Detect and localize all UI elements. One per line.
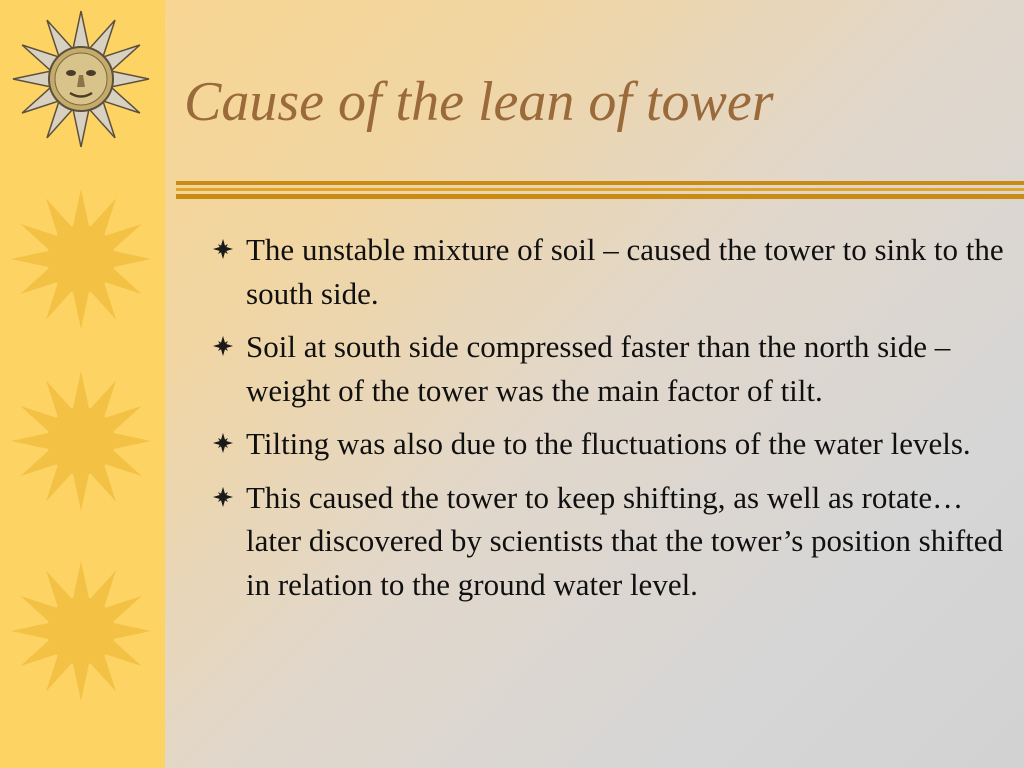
sun-icon xyxy=(6,366,156,516)
bullet-text: Tilting was also due to the fluctuations of the water levels. xyxy=(246,426,971,461)
list-item xyxy=(212,422,1012,466)
star-bullet-icon xyxy=(212,432,234,454)
star-bullet-icon xyxy=(212,238,234,260)
bullet-text: This caused the tower to keep shifting, as well as rotate…later discovered by scientists that the tower’s position shifted in relation to the ground water level. xyxy=(246,479,1004,602)
star-bullet-icon xyxy=(212,486,234,508)
bullet-text: Soil at south side compressed faster than the north side – weight of the tower was the main factor of tilt. xyxy=(246,329,951,408)
decorative-sidebar xyxy=(0,0,165,768)
list-item xyxy=(212,325,1012,412)
sun-face-icon xyxy=(6,4,156,154)
bullet-list xyxy=(212,228,1012,616)
star-bullet-icon xyxy=(212,335,234,357)
bullet-text: The unstable mixture of soil – caused the tower to sink to the south side. xyxy=(246,232,1004,311)
list-item xyxy=(212,476,1012,607)
title-divider xyxy=(176,181,1024,203)
sun-icon xyxy=(6,184,156,334)
sun-icon xyxy=(6,556,156,706)
slide-title: Cause of the lean of tower xyxy=(184,71,774,133)
list-item xyxy=(212,228,1012,315)
